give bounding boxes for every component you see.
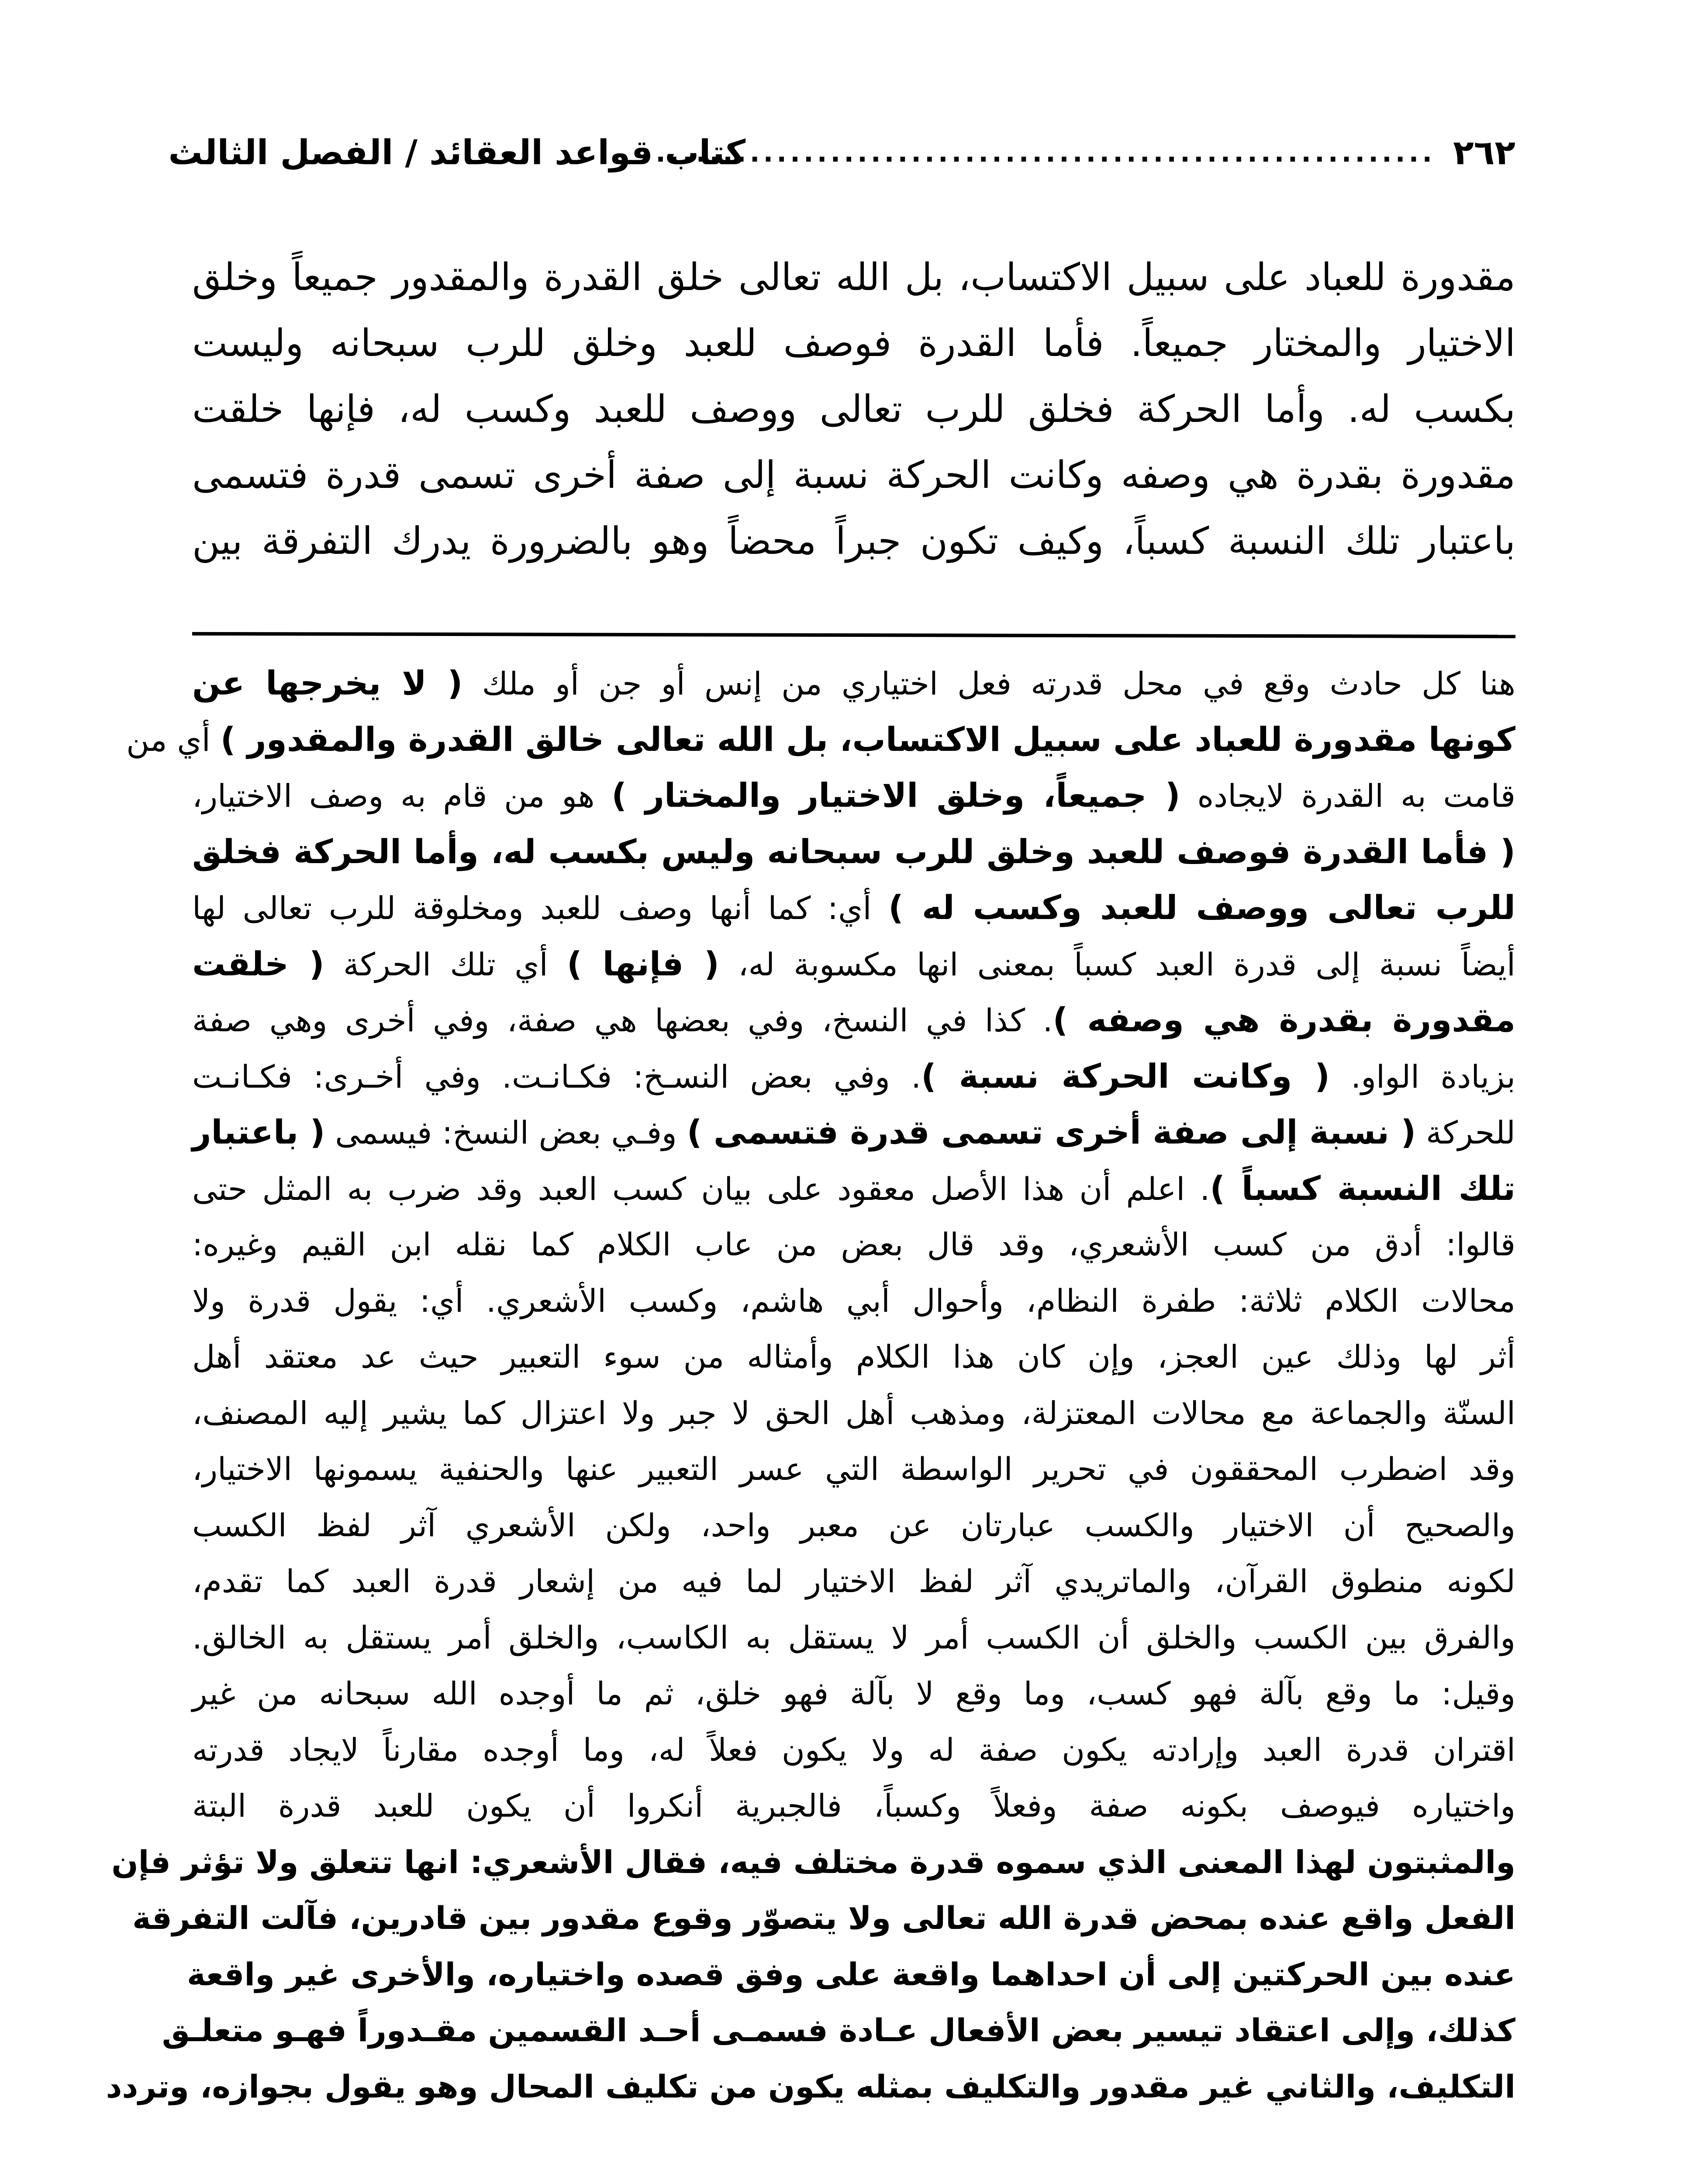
matn-line: باعتبار تلك النسبة كسباً، وكيف تكون جبراً محضاً وهو بالضرورة يدرك التفرقة بين xyxy=(192,519,1515,563)
commentary-line xyxy=(192,1610,1515,1666)
commentary-line xyxy=(192,1441,1515,1497)
commentary-segment: للحركة xyxy=(1416,1114,1515,1151)
commentary-segment: محالات الكلام ثلاثة: طفرة النظام، وأحوال أبي هاشم، وكسب الأشعري. أي: يقول قدرة ولا xyxy=(192,1282,1515,1319)
matn-line: الاختيار والمختار جميعاً. فأما القدرة فوصف للعبد وخلق للرب سبحانه وليست xyxy=(192,321,1515,365)
quoted-matn-segment: ( نسبة إلى صفة أخرى تسمى قدرة فتسمى ) xyxy=(687,1113,1416,1151)
quoted-matn-segment: مقدورة بقدرة هي وصفه ) xyxy=(1053,1000,1516,1039)
commentary-segment: أي من xyxy=(126,721,221,758)
commentary-segment: كذلك، وإلى اعتقاد تيسير بعض الأفعال عـادة فسمـى أحـد القسمين مقـدوراً فهـو متعلـق xyxy=(162,2012,1515,2049)
commentary-segment: اقتران قدرة العبد وإرادته يكون صفة له ولا يكون فعلاً له، وما أوجده مقارناً لايجاد قدرته xyxy=(192,1731,1515,1768)
commentary-line xyxy=(192,1385,1515,1441)
commentary-line xyxy=(192,1666,1515,1722)
commentary-line xyxy=(192,936,1515,992)
quoted-matn-segment: ( فإنها ) xyxy=(567,944,719,983)
dot-leader: .......................................................... xyxy=(656,138,1436,168)
commentary-segment: قالوا: أدق من كسب الأشعري، وقد قال بعض من عاب الكلام كما نقله ابن القيم وغيره: xyxy=(192,1226,1515,1263)
commentary-segment: أثر لها وذلك عين العجز، وإن كان هذا الكلام وأمثاله من سوء التعبير حيث عد معتقد أهل xyxy=(192,1338,1515,1375)
quoted-matn-segment: ( فأما القدرة فوصف للعبد وخلق للرب سبحانه وليس بكسب له، وأما الحركة فخلق xyxy=(192,832,1515,871)
running-header xyxy=(168,127,1515,179)
quoted-matn-segment: ( وكانت الحركة نسبة ) xyxy=(921,1056,1330,1095)
commentary-line xyxy=(192,1329,1515,1385)
matn-line: بكسب له. وأما الحركة فخلق للرب تعالى ووصف للعبد وكسب له، فإنها خلقت xyxy=(192,387,1515,431)
commentary-segment: الفعل واقع عنده بمحض قدرة الله تعالى ولا يتصوّر وقوع مقدور بين قادرين، فآلت التفرقة xyxy=(132,1900,1515,1936)
commentary-segment: قامت به القدرة لايجاده xyxy=(1180,778,1516,814)
commentary-line xyxy=(192,1497,1515,1554)
commentary-line xyxy=(192,655,1515,712)
commentary-segment: والفرق بين الكسب والخلق أن الكسب أمر لا يستقل به الكاسب، والخلق أمر يستقل به الخالق. xyxy=(192,1619,1515,1656)
commentary-line xyxy=(192,1104,1515,1161)
commentary-line xyxy=(192,1722,1515,1778)
commentary-segment: بزيادة الواو. xyxy=(1330,1058,1515,1095)
commentary-line xyxy=(192,824,1515,880)
quoted-matn-segment: كونها مقدورة للعباد على سبيل الاكتساب، بل الله تعالى خالق القدرة والمقدور ) xyxy=(220,719,1515,759)
commentary-line xyxy=(162,2002,1515,2059)
commentary-segment: أي: كما أنها وصف للعبد ومخلوقة للرب تعالى لها xyxy=(192,890,889,926)
commentary-line xyxy=(111,1834,1515,1890)
commentary-line xyxy=(192,880,1515,936)
quoted-matn-segment: للرب تعالى ووصف للعبد وكسب له ) xyxy=(888,888,1516,927)
quoted-matn-segment: تلك النسبة كسباً ) xyxy=(1210,1168,1516,1208)
commentary-segment: السنّة والجماعة مع محالات المعتزلة، ومذهب أهل الحق لا جبر ولا اعتزال كما يشير إليه المصنف، xyxy=(192,1394,1515,1431)
commentary-line xyxy=(192,1273,1515,1329)
commentary-segment: أيضاً نسبة إلى قدرة العبد كسباً بمعنى انها مكسوبة له، xyxy=(719,946,1515,983)
commentary-segment: أي تلك الحركة xyxy=(324,946,567,983)
commentary-line xyxy=(192,992,1515,1048)
running-title: كتاب قواعد العقائد / الفصل الثالث xyxy=(168,133,746,173)
commentary-segment: وقيل: ما وقع بآلة فهو كسب، وما وقع لا بآلة فهو خلق، ثم ما أوجده الله سبحانه من غير xyxy=(192,1675,1515,1712)
separator-rule xyxy=(192,632,1515,638)
matn-text xyxy=(192,245,1515,574)
commentary-segment: . كذا في النسخ، وفي بعضها هي صفة، وفي أخرى وهي صفة xyxy=(192,1002,1053,1039)
commentary-segment: التكليف، والثاني غير مقدور والتكليف بمثله يكون من تكليف المحال وهو يقول بجوازه، وتردد xyxy=(106,2068,1515,2105)
page-number: ٢٦٢ xyxy=(1453,133,1515,173)
commentary-segment: وقد اضطرب المحققون في تحرير الواسطة التي عسر التعبير عنها والحنفية يسمونها الاختيار، xyxy=(192,1451,1515,1487)
commentary-segment: . وفي بعض النسـخ: فكـانـت. وفي أخـرى: فكـانـت xyxy=(192,1058,921,1095)
commentary-line xyxy=(192,767,1515,824)
commentary-line xyxy=(192,1778,1515,1834)
commentary-line xyxy=(192,1048,1515,1105)
quoted-matn-segment: ( جميعاً، وخلق الاختيار والمختار ) xyxy=(611,776,1180,815)
commentary-line xyxy=(192,1216,1515,1273)
commentary-segment: والصحيح أن الاختيار والكسب عبارتان عن معبر واحد، ولكن الأشعري آثر لفظ الكسب xyxy=(192,1507,1515,1544)
commentary-segment: والمثبتون لهذا المعنى الذي سموه قدرة مختلف فيه، فقال الأشعري: انها تتعلق ولا تؤثر فإن xyxy=(111,1843,1515,1880)
commentary-segment: هنا كل حادث وقع في محل قدرته فعل اختياري من إنس أو جن أو ملك xyxy=(462,665,1515,702)
quoted-matn-segment: ( خلقت xyxy=(192,944,324,983)
commentary-segment: وفـي بعض النسخ: فيسمى xyxy=(325,1114,687,1151)
commentary-line xyxy=(192,1553,1515,1610)
commentary-line xyxy=(186,1946,1515,2003)
commentary-segment: هو من قام به وصف الاختيار، xyxy=(192,778,612,814)
matn-line: مقدورة للعباد على سبيل الاكتساب، بل الله تعالى خلق القدرة والمقدور جميعاً وخلق xyxy=(192,256,1515,299)
matn-line: مقدورة بقدرة هي وصفه وكانت الحركة نسبة إلى صفة أخرى تسمى قدرة فتسمى xyxy=(192,453,1515,497)
commentary-line xyxy=(192,1161,1515,1217)
commentary-segment: واختياره فيوصف بكونه صفة وفعلاً وكسباً، فالجبرية أنكروا أن يكون للعبد قدرة البتة xyxy=(192,1787,1515,1824)
commentary-line xyxy=(106,2059,1515,2115)
quoted-matn-segment: ( باعتبار xyxy=(192,1113,325,1151)
commentary-segment: لكونه منطوق القرآن، والماتريدي آثر لفظ الاختيار لما فيه من إشعار قدرة العبد كما تقدم، xyxy=(192,1563,1515,1600)
quoted-matn-segment: ( لا يخرجها عن xyxy=(192,663,463,702)
commentary-segment: عنده بين الحركتين إلى أن احداهما واقعة على وفق قصده واختياره، والأخرى غير واقعة xyxy=(186,1956,1515,1993)
commentary-text xyxy=(106,655,1516,2115)
commentary-line xyxy=(126,712,1515,768)
commentary-line xyxy=(132,1890,1515,1946)
commentary-segment: . اعلم أن هذا الأصل معقود على بيان كسب العبد وقد ضرب به المثل حتى xyxy=(192,1170,1210,1207)
